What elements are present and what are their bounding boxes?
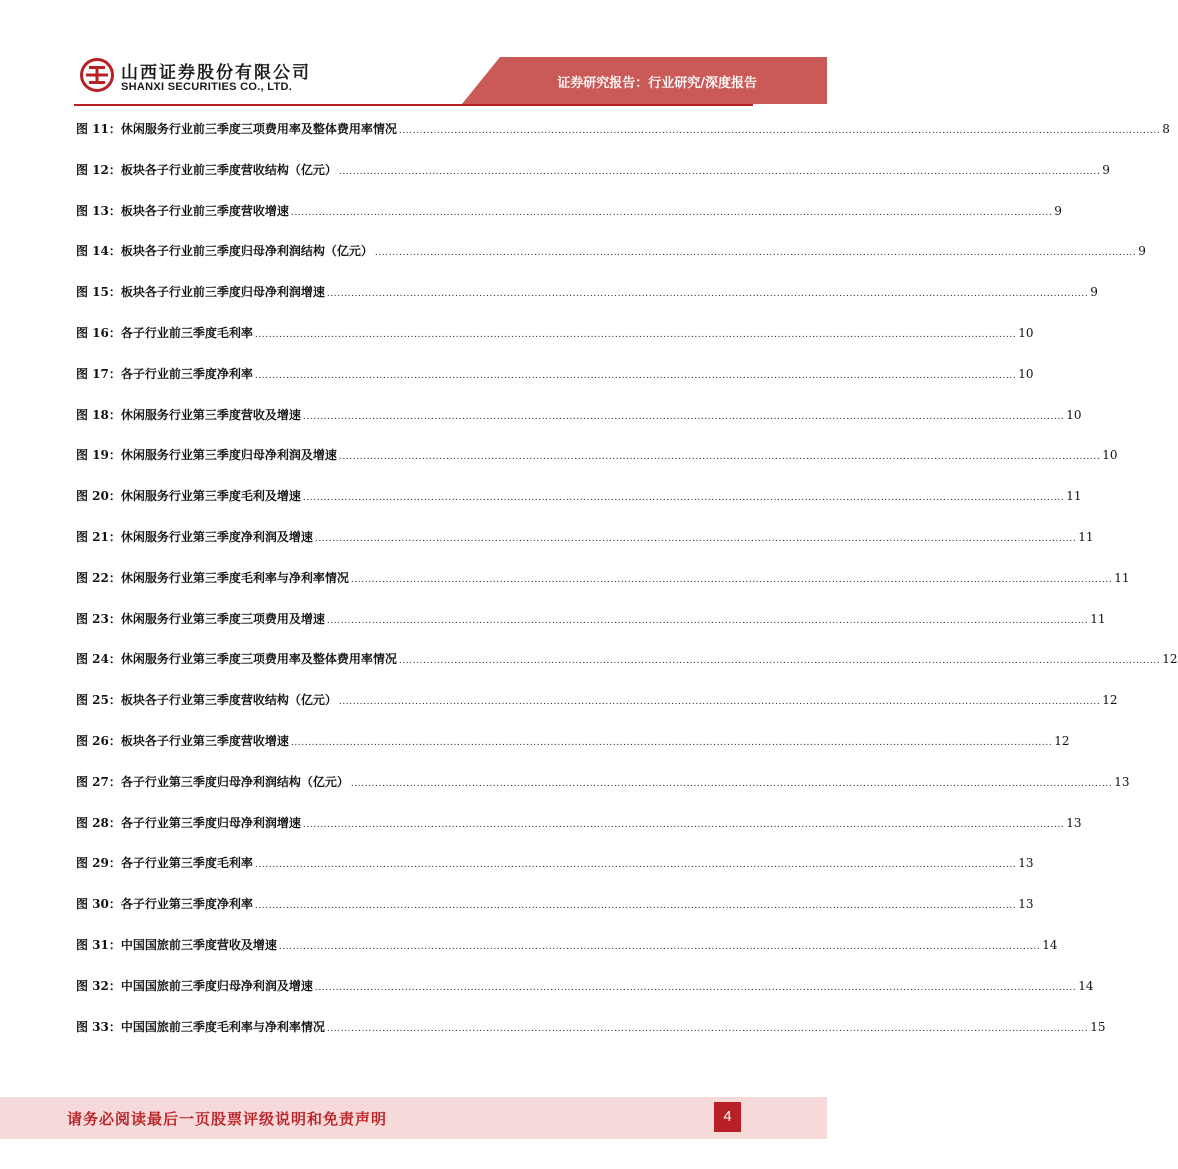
toc-entry-page: 12 (1102, 693, 1118, 708)
toc-entry[interactable] (76, 886, 1034, 927)
toc-entry-page: 14 (1042, 937, 1058, 952)
toc-entry-label: 图 28：各子行业第三季度归母净利润增速 (76, 815, 301, 830)
toc-leader-dots: ............................................................................................................................................................................................................................ (254, 901, 1017, 912)
toc-entry-label: 图 23：休闲服务行业第三季度三项费用及增速 (76, 611, 325, 626)
toc-leader-dots: ............................................................................................................................................................................................................................ (338, 166, 1101, 177)
toc-entry-label: 图 18：休闲服务行业第三季度营收及增速 (76, 407, 301, 422)
toc-entry[interactable] (76, 152, 1110, 193)
toc-entry-page: 9 (1102, 162, 1110, 177)
toc-entry[interactable] (76, 437, 1118, 478)
toc-entry-label: 图 15：板块各子行业前三季度归母净利润增速 (76, 285, 325, 300)
toc-entry-page: 13 (1018, 856, 1034, 871)
toc-entry-label: 图 29：各子行业第三季度毛利率 (76, 856, 253, 871)
toc-entry-label: 图 21：休闲服务行业第三季度净利润及增速 (76, 529, 313, 544)
page-number: 4 (714, 1102, 741, 1132)
toc-entry-label: 图 19：休闲服务行业第三季度归母净利润及增速 (76, 448, 337, 463)
toc-entry[interactable] (76, 1009, 1106, 1050)
toc-entry[interactable] (76, 560, 1130, 601)
toc-entry-label: 图 12：板块各子行业前三季度营收结构（亿元） (76, 162, 337, 177)
toc-leader-dots: ............................................................................................................................................................................................................................ (302, 819, 1065, 830)
page-header (0, 0, 827, 110)
toc-entry[interactable] (76, 845, 1034, 886)
toc-entry[interactable] (76, 233, 1146, 274)
toc-entry-page: 15 (1090, 1019, 1106, 1034)
toc-entry-page: 10 (1018, 325, 1034, 340)
company-name-cn: 山西证券股份有限公司 (121, 63, 311, 83)
report-type: 证券研究报告：行业研究/深度报告 (557, 76, 757, 91)
figure-index-list (76, 111, 1178, 1049)
company-name-en: SHANXI SECURITIES CO., LTD. (121, 81, 293, 93)
toc-entry-label: 图 32：中国国旅前三季度归母净利润及增速 (76, 978, 313, 993)
toc-entry-page: 14 (1078, 978, 1094, 993)
toc-entry[interactable] (76, 478, 1082, 519)
toc-leader-dots: ............................................................................................................................................................................................................................ (326, 1023, 1089, 1034)
company-logo-icon (80, 58, 114, 92)
toc-entry[interactable] (76, 764, 1130, 805)
toc-entry[interactable] (76, 968, 1094, 1009)
toc-entry-label: 图 26：板块各子行业第三季度营收增速 (76, 733, 289, 748)
toc-entry-label: 图 20：休闲服务行业第三季度毛利及增速 (76, 489, 301, 504)
toc-entry[interactable] (76, 641, 1178, 682)
toc-leader-dots: ............................................................................................................................................................................................................................ (290, 737, 1053, 748)
toc-entry[interactable] (76, 601, 1106, 642)
toc-leader-dots: ............................................................................................................................................................................................................................ (278, 941, 1041, 952)
toc-leader-dots: ............................................................................................................................................................................................................................ (302, 493, 1065, 504)
toc-entry-label: 图 25：板块各子行业第三季度营收结构（亿元） (76, 693, 337, 708)
toc-entry[interactable] (76, 723, 1070, 764)
toc-entry-page: 11 (1066, 489, 1082, 504)
toc-entry-page: 12 (1162, 652, 1178, 667)
toc-entry[interactable] (76, 927, 1058, 968)
toc-leader-dots: ............................................................................................................................................................................................................................ (338, 697, 1101, 708)
page-footer (0, 1097, 827, 1139)
toc-leader-dots: ............................................................................................................................................................................................................................ (338, 452, 1101, 463)
toc-entry-page: 13 (1066, 815, 1082, 830)
toc-entry-label: 图 13：板块各子行业前三季度营收增速 (76, 203, 289, 218)
toc-entry[interactable] (76, 397, 1082, 438)
toc-entry-page: 9 (1090, 285, 1098, 300)
toc-entry-page: 13 (1018, 897, 1034, 912)
toc-leader-dots: ............................................................................................................................................................................................................................ (302, 411, 1065, 422)
toc-entry[interactable] (76, 315, 1034, 356)
toc-entry[interactable] (76, 805, 1082, 846)
toc-leader-dots: ............................................................................................................................................................................................................................ (350, 574, 1113, 585)
toc-entry-page: 10 (1018, 366, 1034, 381)
toc-entry[interactable] (76, 111, 1170, 152)
toc-leader-dots: ............................................................................................................................................................................................................................ (326, 615, 1089, 626)
toc-entry[interactable] (76, 519, 1094, 560)
toc-leader-dots: ............................................................................................................................................................................................................................ (290, 207, 1053, 218)
toc-entry-page: 11 (1078, 529, 1094, 544)
toc-entry-label: 图 33：中国国旅前三季度毛利率与净利率情况 (76, 1019, 325, 1034)
toc-leader-dots: ............................................................................................................................................................................................................................ (398, 656, 1161, 667)
toc-entry[interactable] (76, 682, 1118, 723)
toc-entry-label: 图 11：休闲服务行业前三季度三项费用率及整体费用率情况 (76, 122, 397, 136)
toc-entry-label: 图 24：休闲服务行业第三季度三项费用率及整体费用率情况 (76, 652, 397, 667)
toc-entry-label: 图 16：各子行业前三季度毛利率 (76, 325, 253, 340)
toc-leader-dots: ............................................................................................................................................................................................................................ (374, 248, 1137, 259)
toc-entry-page: 8 (1162, 122, 1170, 136)
toc-leader-dots: ............................................................................................................................................................................................................................ (314, 982, 1077, 993)
toc-entry-page: 10 (1102, 448, 1118, 463)
toc-entry-page: 11 (1114, 570, 1130, 585)
toc-entry-page: 10 (1066, 407, 1082, 422)
toc-entry-page: 11 (1090, 611, 1106, 626)
toc-entry-label: 图 14：板块各子行业前三季度归母净利润结构（亿元） (76, 244, 373, 259)
toc-entry[interactable] (76, 193, 1062, 234)
toc-entry[interactable] (76, 274, 1098, 315)
toc-entry[interactable] (76, 356, 1034, 397)
toc-leader-dots: ............................................................................................................................................................................................................................ (254, 329, 1017, 340)
toc-entry-page: 9 (1054, 203, 1062, 218)
toc-entry-label: 图 22：休闲服务行业第三季度毛利率与净利率情况 (76, 570, 349, 585)
toc-entry-label: 图 31：中国国旅前三季度营收及增速 (76, 937, 277, 952)
toc-leader-dots: ............................................................................................................................................................................................................................ (326, 289, 1089, 300)
toc-entry-label: 图 17：各子行业前三季度净利率 (76, 366, 253, 381)
disclaimer-notice: 请务必阅读最后一页股票评级说明和免责声明 (67, 1110, 388, 1128)
toc-entry-page: 12 (1054, 733, 1070, 748)
toc-entry-label: 图 27：各子行业第三季度归母净利润结构（亿元） (76, 774, 349, 789)
toc-leader-dots: ............................................................................................................................................................................................................................ (254, 860, 1017, 871)
header-rule (74, 104, 753, 106)
toc-leader-dots: ............................................................................................................................................................................................................................ (350, 778, 1113, 789)
toc-entry-page: 9 (1138, 244, 1146, 259)
toc-leader-dots: ............................................................................................................................................................................................................................ (314, 533, 1077, 544)
toc-leader-dots: ............................................................................................................................................................................................................................ (398, 126, 1161, 136)
toc-leader-dots: ............................................................................................................................................................................................................................ (254, 370, 1017, 381)
toc-entry-label: 图 30：各子行业第三季度净利率 (76, 897, 253, 912)
toc-entry-page: 13 (1114, 774, 1130, 789)
